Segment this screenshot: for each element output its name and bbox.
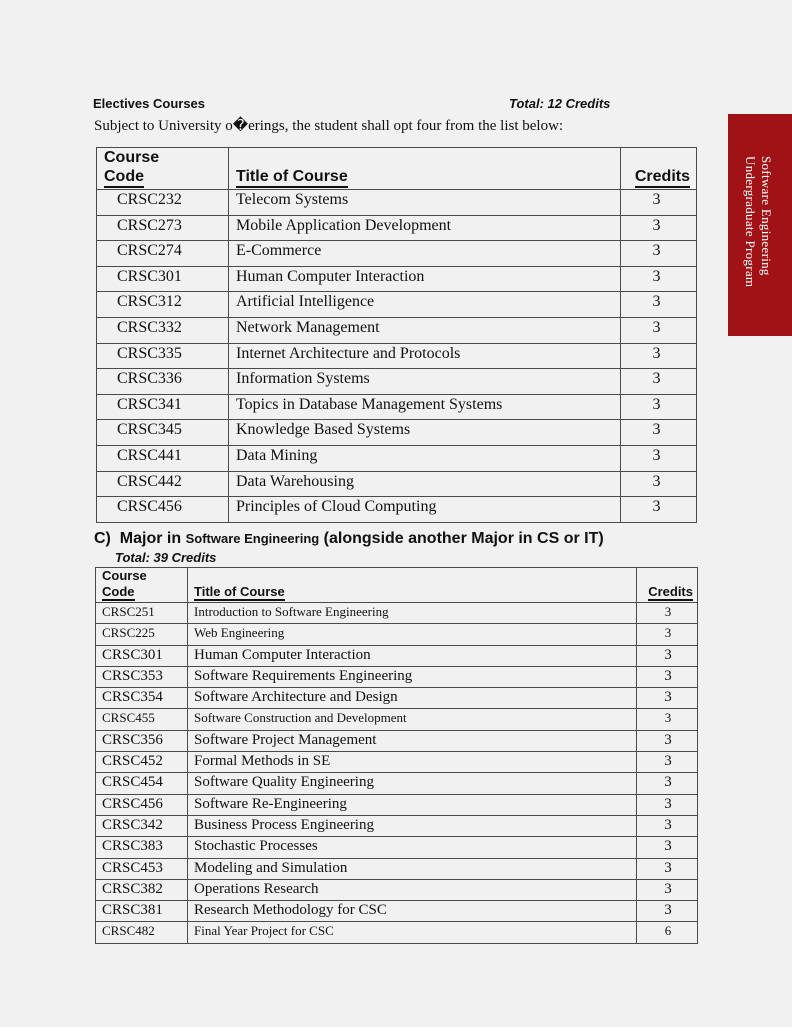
table-row — [97, 317, 697, 343]
course-title: Modeling and Simulation — [188, 858, 637, 879]
course-title: Introduction to Software Engineering — [188, 603, 637, 624]
course-credits: 3 — [621, 215, 697, 241]
course-code: CRSC232 — [97, 190, 229, 216]
major-part1: Major in — [119, 530, 182, 547]
table-row — [97, 292, 697, 318]
course-code: CRSC274 — [97, 241, 229, 267]
table-row — [96, 603, 698, 624]
course-credits: 3 — [621, 445, 697, 471]
course-credits: 3 — [637, 624, 698, 645]
course-title: E-Commerce — [229, 241, 621, 267]
header-title — [229, 148, 621, 190]
course-title: Knowledge Based Systems — [229, 420, 621, 446]
course-credits: 3 — [621, 497, 697, 523]
major-part2: Software Engineering — [185, 531, 320, 546]
table-row — [96, 688, 698, 709]
course-credits: 3 — [637, 730, 698, 751]
course-credits: 3 — [621, 471, 697, 497]
course-code: CRSC482 — [96, 922, 188, 943]
electives-header-row — [97, 148, 697, 190]
header-code-line2: Code — [102, 584, 135, 599]
table-row — [96, 624, 698, 645]
course-code: CRSC456 — [97, 497, 229, 523]
header-credits-text: Credits — [648, 584, 693, 599]
course-code: CRSC382 — [96, 879, 188, 900]
course-code: CRSC441 — [97, 445, 229, 471]
course-credits: 3 — [637, 773, 698, 794]
course-title: Mobile Application Development — [229, 215, 621, 241]
table-row — [96, 730, 698, 751]
major-heading — [94, 530, 604, 548]
course-code: CRSC454 — [96, 773, 188, 794]
table-row — [96, 666, 698, 687]
course-title: Stochastic Processes — [188, 837, 637, 858]
course-code: CRSC335 — [97, 343, 229, 369]
table-row — [97, 394, 697, 420]
course-code: CRSC301 — [96, 645, 188, 666]
table-row — [97, 445, 697, 471]
major-total: Total: 39 Credits — [115, 550, 217, 565]
course-credits: 3 — [621, 266, 697, 292]
table-row — [96, 794, 698, 815]
header-code-line2: Code — [104, 168, 144, 188]
course-credits: 3 — [621, 343, 697, 369]
course-code: CRSC456 — [96, 794, 188, 815]
course-credits: 6 — [637, 922, 698, 943]
table-row — [97, 343, 697, 369]
course-code: CRSC442 — [97, 471, 229, 497]
course-credits: 3 — [637, 688, 698, 709]
course-code: CRSC353 — [96, 666, 188, 687]
course-credits: 3 — [637, 858, 698, 879]
course-code: CRSC453 — [96, 858, 188, 879]
course-title: Software Requirements Engineering — [188, 666, 637, 687]
course-code: CRSC354 — [96, 688, 188, 709]
course-code: CRSC381 — [96, 901, 188, 922]
course-code: CRSC356 — [96, 730, 188, 751]
course-credits: 3 — [637, 603, 698, 624]
header-credits-text: Credits — [635, 168, 690, 188]
electives-subtitle: Subject to University o�erings, the student shall opt four from the list below: — [94, 118, 564, 134]
course-credits: 3 — [637, 709, 698, 730]
course-title: Artificial Intelligence — [229, 292, 621, 318]
course-credits: 3 — [621, 394, 697, 420]
course-credits: 3 — [621, 420, 697, 446]
course-code: CRSC301 — [97, 266, 229, 292]
course-code: CRSC383 — [96, 837, 188, 858]
course-title: Telecom Systems — [229, 190, 621, 216]
course-code: CRSC251 — [96, 603, 188, 624]
table-row — [96, 645, 698, 666]
course-title: Principles of Cloud Computing — [229, 497, 621, 523]
course-credits: 3 — [637, 815, 698, 836]
course-credits: 3 — [621, 317, 697, 343]
course-title: Formal Methods in SE — [188, 752, 637, 773]
course-title: Network Management — [229, 317, 621, 343]
course-title: Human Computer Interaction — [188, 645, 637, 666]
course-code: CRSC225 — [96, 624, 188, 645]
table-row — [97, 497, 697, 523]
course-credits: 3 — [637, 752, 698, 773]
major-table — [95, 567, 698, 944]
course-title: Business Process Engineering — [188, 815, 637, 836]
table-row — [97, 241, 697, 267]
table-row — [96, 879, 698, 900]
table-row — [97, 190, 697, 216]
major-header-row — [96, 568, 698, 603]
header-code-line1: Course — [102, 568, 147, 583]
electives-total: Total: 12 Credits — [509, 96, 611, 111]
course-credits: 3 — [621, 292, 697, 318]
course-code: CRSC341 — [97, 394, 229, 420]
course-code: CRSC273 — [97, 215, 229, 241]
electives-table — [96, 147, 697, 523]
course-title: Research Methodology for CSC — [188, 901, 637, 922]
table-row — [96, 837, 698, 858]
course-credits: 3 — [637, 645, 698, 666]
course-credits: 3 — [637, 794, 698, 815]
header-title-text: Title of Course — [194, 584, 285, 599]
table-row — [96, 815, 698, 836]
course-title: Topics in Database Management Systems — [229, 394, 621, 420]
course-code: CRSC455 — [96, 709, 188, 730]
header-credits — [637, 568, 698, 603]
header-title — [188, 568, 637, 603]
course-code: CRSC336 — [97, 369, 229, 395]
side-tab — [728, 114, 792, 336]
course-title: Internet Architecture and Protocols — [229, 343, 621, 369]
table-row — [96, 752, 698, 773]
course-credits: 3 — [637, 666, 698, 687]
course-title: Software Project Management — [188, 730, 637, 751]
header-code-line1: Course — [104, 149, 160, 166]
table-row — [96, 773, 698, 794]
course-code: CRSC452 — [96, 752, 188, 773]
table-row — [96, 709, 698, 730]
table-row — [97, 266, 697, 292]
header-title-text: Title of Course — [236, 168, 348, 188]
course-title: Human Computer Interaction — [229, 266, 621, 292]
course-credits: 3 — [637, 901, 698, 922]
course-credits: 3 — [621, 241, 697, 267]
header-credits — [621, 148, 697, 190]
course-code: CRSC332 — [97, 317, 229, 343]
course-title: Software Architecture and Design — [188, 688, 637, 709]
course-code: CRSC345 — [97, 420, 229, 446]
table-row — [96, 901, 698, 922]
course-title: Web Engineering — [188, 624, 637, 645]
course-credits: 3 — [637, 879, 698, 900]
course-title: Data Warehousing — [229, 471, 621, 497]
major-label: C) — [94, 530, 111, 547]
course-title: Information Systems — [229, 369, 621, 395]
course-title: Software Construction and Development — [188, 709, 637, 730]
course-title: Data Mining — [229, 445, 621, 471]
course-title: Software Re-Engineering — [188, 794, 637, 815]
table-row — [97, 471, 697, 497]
course-title: Software Quality Engineering — [188, 773, 637, 794]
major-part3: (alongside another Major in CS or IT) — [323, 530, 604, 547]
table-row — [97, 369, 697, 395]
table-row — [97, 215, 697, 241]
course-code: CRSC312 — [97, 292, 229, 318]
course-credits: 3 — [621, 369, 697, 395]
course-title: Final Year Project for CSC — [188, 922, 637, 943]
table-row — [97, 420, 697, 446]
course-credits: 3 — [637, 837, 698, 858]
course-credits: 3 — [621, 190, 697, 216]
table-row — [96, 922, 698, 943]
table-row — [96, 858, 698, 879]
side-tab-line2: Undergraduate Program — [743, 156, 758, 288]
header-course-code — [96, 568, 188, 603]
electives-heading: Electives Courses — [93, 96, 206, 111]
header-course-code — [97, 148, 229, 190]
course-code: CRSC342 — [96, 815, 188, 836]
course-title: Operations Research — [188, 879, 637, 900]
side-tab-line1: Software Engineering — [759, 156, 774, 276]
